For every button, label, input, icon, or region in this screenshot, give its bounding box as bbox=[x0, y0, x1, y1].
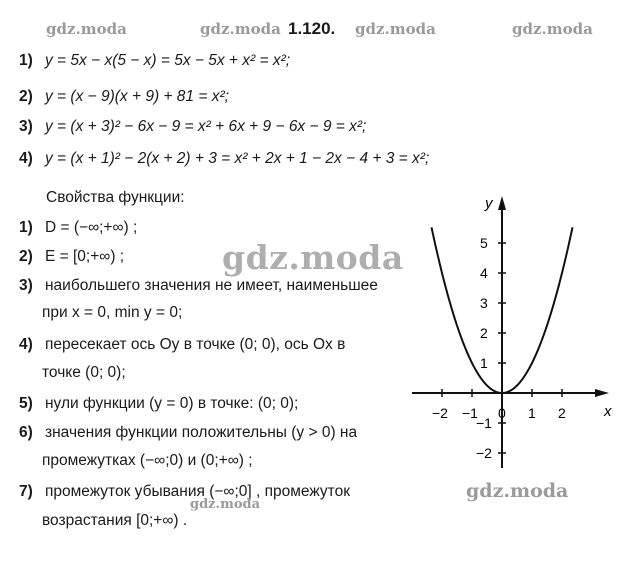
x-axis-arrow bbox=[595, 389, 609, 397]
property-number: 6) bbox=[19, 424, 33, 441]
equation-text: y = (x − 9)(x + 9) + 81 = x²; bbox=[45, 88, 229, 105]
x-tick-label: 1 bbox=[528, 405, 536, 421]
y-tick-label: 4 bbox=[480, 265, 488, 281]
watermark-top-1: gdz.moda bbox=[46, 20, 127, 38]
properties-heading: Свойства функции: bbox=[46, 189, 185, 206]
property-text: пересекает ось Oy в точке (0; 0), ось Ox в bbox=[45, 336, 346, 353]
equation-text: y = 5x − x(5 − x) = 5x − 5x + x² = x²; bbox=[45, 52, 291, 69]
property-number: 3) bbox=[19, 277, 33, 294]
property-text: промежуток убывания (−∞;0] , промежуток bbox=[45, 483, 350, 500]
y-tick-label: 5 bbox=[480, 235, 488, 251]
watermark-bottom-small: gdz.moda bbox=[190, 497, 261, 512]
problem-number: 1.120. bbox=[288, 19, 336, 38]
property-text: D = (−∞;+∞) ; bbox=[45, 219, 138, 236]
x-tick-label: 0 bbox=[498, 405, 506, 421]
property-4-line-2: точке (0; 0); bbox=[42, 364, 126, 381]
property-number: 2) bbox=[19, 248, 33, 265]
equation-number: 2) bbox=[19, 88, 33, 105]
y-tick-label: 1 bbox=[480, 355, 488, 371]
y-tick-label: 3 bbox=[480, 295, 488, 311]
y-tick-label: −2 bbox=[476, 445, 492, 461]
property-text: нули функции (y = 0) в точке: (0; 0); bbox=[45, 395, 299, 412]
property-text: значения функции положительны (y > 0) на bbox=[45, 424, 358, 441]
property-6-line-2: промежутках (−∞;0) и (0;+∞) ; bbox=[42, 452, 253, 469]
watermark-top-4: gdz.moda bbox=[512, 20, 593, 38]
property-7-line-2: возрастания [0;+∞) . bbox=[42, 512, 188, 529]
watermark-top-3: gdz.moda bbox=[355, 20, 436, 38]
y-axis-label: y bbox=[485, 195, 493, 212]
property-number: 7) bbox=[19, 483, 33, 500]
property-3-line-2: при x = 0, min y = 0; bbox=[42, 304, 183, 321]
y-tick-label: 2 bbox=[480, 325, 488, 341]
x-tick-label: −1 bbox=[462, 405, 478, 421]
property-number: 1) bbox=[19, 219, 33, 236]
watermark-bottom-right: gdz.moda bbox=[466, 480, 569, 502]
y-axis-arrow bbox=[498, 196, 506, 210]
watermark-top-2: gdz.moda bbox=[200, 20, 281, 38]
equation-number: 3) bbox=[19, 118, 33, 135]
property-number: 5) bbox=[19, 395, 33, 412]
equation-number: 4) bbox=[19, 150, 33, 167]
equation-text: y = (x + 1)² − 2(x + 2) + 3 = x² + 2x + 1 − 2x − 4 + 3 = x²; bbox=[45, 150, 430, 167]
x-tick-label: 2 bbox=[558, 405, 566, 421]
x-tick-label: −2 bbox=[432, 405, 448, 421]
property-text: наибольшего значения не имеет, наименьшее bbox=[45, 277, 378, 294]
equation-number: 1) bbox=[19, 52, 33, 69]
watermark-center: gdz.moda bbox=[222, 238, 404, 277]
x-axis-label: x bbox=[604, 403, 612, 420]
y-tick-label: −1 bbox=[476, 415, 492, 431]
property-number: 4) bbox=[19, 336, 33, 353]
property-text: E = [0;+∞) ; bbox=[45, 248, 125, 265]
equation-text: y = (x + 3)² − 6x − 9 = x² + 6x + 9 − 6x − 9 = x²; bbox=[45, 118, 367, 135]
